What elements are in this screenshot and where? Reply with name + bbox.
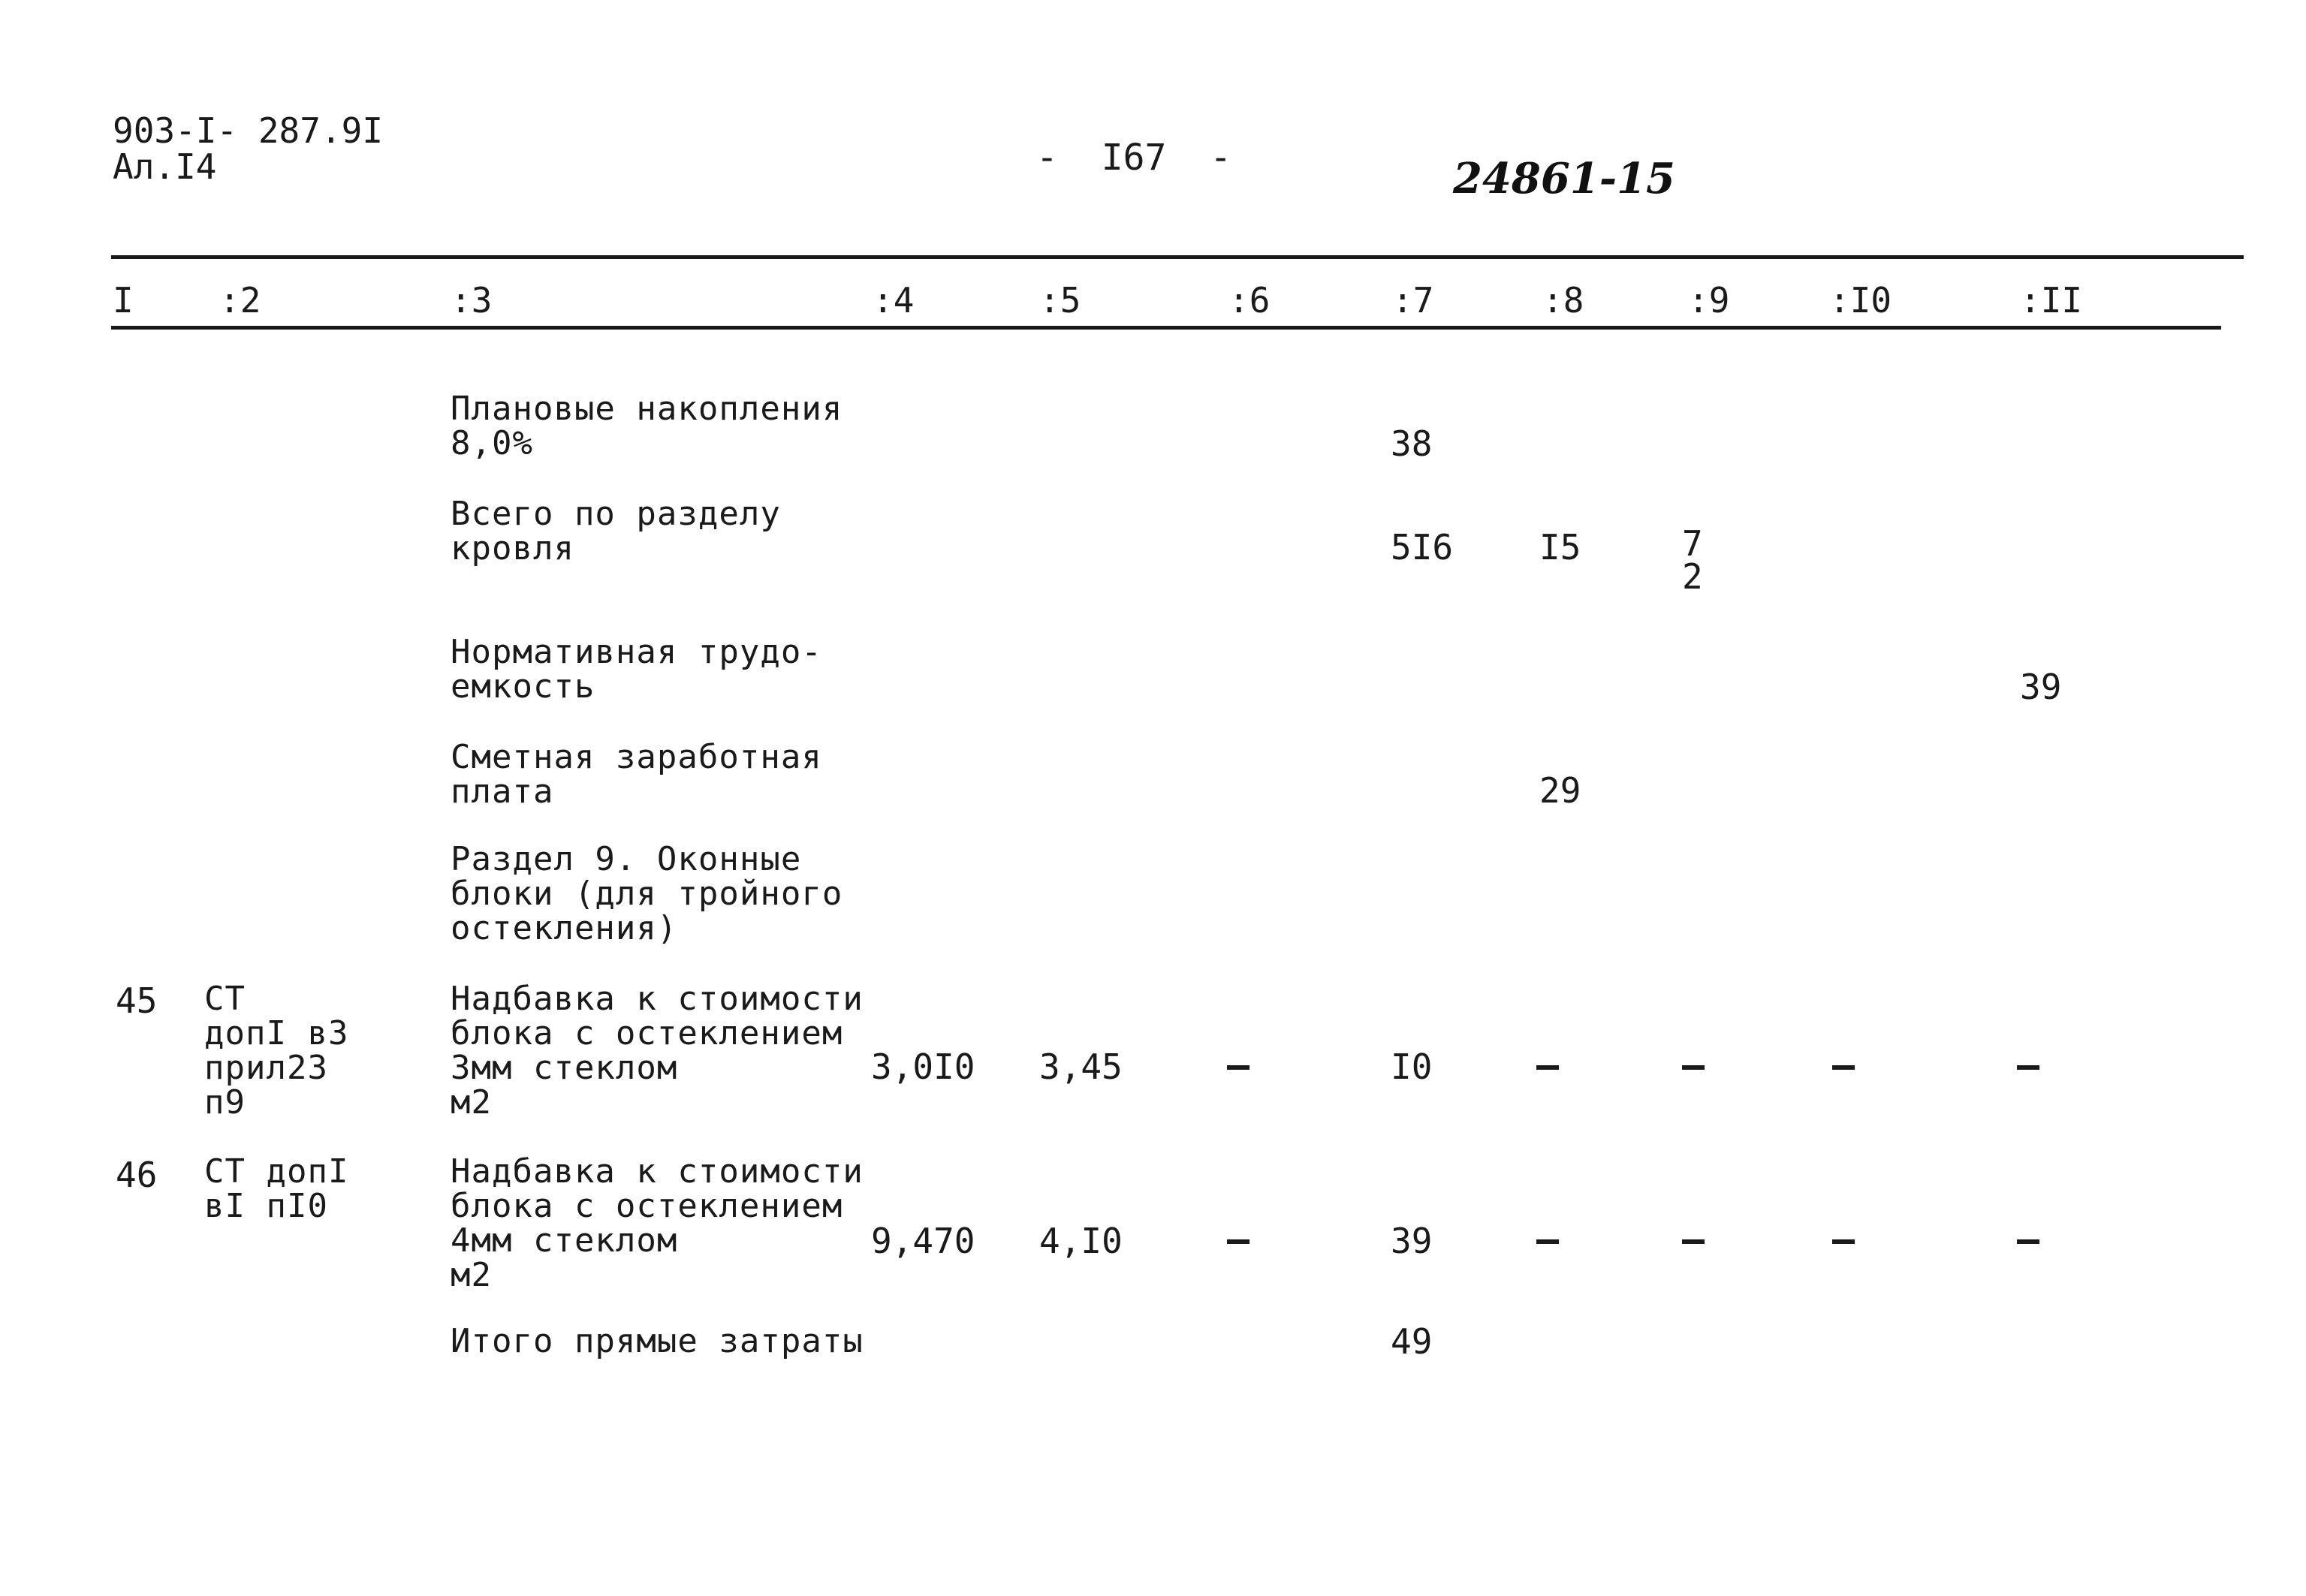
column-header-10: :I0: [1829, 280, 1892, 321]
header-rule: [111, 326, 2221, 330]
row-code: СТ допI вI пI0: [204, 1152, 349, 1225]
column-header-9: :9: [1688, 280, 1730, 321]
handwritten-number: 24861-15: [1453, 154, 1675, 203]
top-rule: [111, 255, 2244, 259]
row-description: Надбавка к стоимости блока с остеклением 4мм стеклом м2: [451, 1152, 864, 1294]
cell-col9: 7 2: [1682, 523, 1703, 597]
column-header-11: :II: [2020, 280, 2083, 321]
cell-col4: 3,0I0: [871, 1046, 975, 1087]
column-header-6: :6: [1228, 280, 1271, 321]
row-description: Плановые накопления 8,0%: [451, 390, 843, 462]
cell-col10: –: [1832, 1043, 1855, 1087]
cell-col6: –: [1227, 1043, 1250, 1087]
cell-col8: –: [1536, 1043, 1560, 1087]
row-description: Всего по разделу кровля: [451, 495, 781, 568]
row-code: СТ допI в3 прил23 п9: [204, 980, 349, 1122]
cell-col11: –: [2017, 1043, 2040, 1087]
document-code: 903-I- 287.9I: [113, 110, 384, 151]
cell-col11: 39: [2020, 667, 2062, 707]
cell-col7: 39: [1391, 1221, 1433, 1261]
cell-col7: 49: [1391, 1321, 1433, 1362]
cell-col9: –: [1682, 1218, 1705, 1261]
column-header-3: :3: [451, 280, 493, 321]
cell-col7: 38: [1391, 423, 1433, 464]
row-description: Сметная заработная плата: [451, 738, 822, 811]
cell-col11: –: [2017, 1218, 2040, 1261]
section-title: Раздел 9. Оконные блоки (для тройного остекления): [451, 840, 843, 947]
cell-col9: –: [1682, 1043, 1705, 1087]
row-number: 45: [116, 980, 158, 1021]
row-description: Итого прямые затраты: [451, 1322, 864, 1360]
page-number: - I67 -: [1036, 137, 1232, 179]
row-description: Надбавка к стоимости блока с остеклением 3мм стеклом м2: [451, 980, 864, 1122]
cell-col8: I5: [1539, 527, 1581, 568]
row-description: Нормативная трудо- емкость: [451, 633, 822, 706]
cell-col8: 29: [1539, 770, 1581, 811]
cell-col6: –: [1227, 1218, 1250, 1261]
column-header-5: :5: [1039, 280, 1081, 321]
cell-col4: 9,470: [871, 1221, 975, 1261]
cell-col7: 5I6: [1391, 527, 1454, 568]
column-header-8: :8: [1542, 280, 1584, 321]
cell-col8: –: [1536, 1218, 1560, 1261]
column-header-4: :4: [873, 280, 915, 321]
column-header-1: I: [113, 280, 134, 321]
column-header-2: :2: [219, 280, 261, 321]
column-header-7: :7: [1392, 280, 1434, 321]
sheet-number: Ал.I4: [113, 146, 217, 187]
cell-col5: 3,45: [1039, 1046, 1123, 1087]
cell-col5: 4,I0: [1039, 1221, 1123, 1261]
cell-col10: –: [1832, 1218, 1855, 1261]
row-number: 46: [116, 1155, 158, 1195]
cell-col7: I0: [1391, 1046, 1433, 1087]
